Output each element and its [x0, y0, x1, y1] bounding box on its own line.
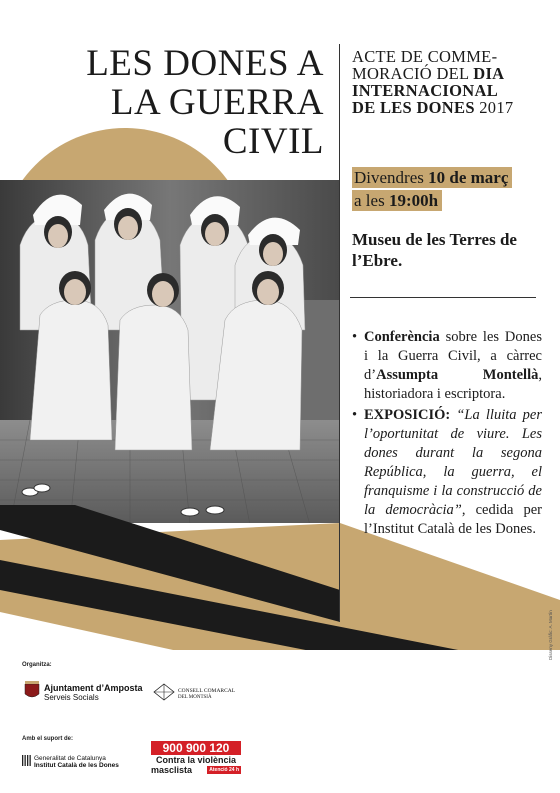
ajuntament-seal-icon — [25, 681, 39, 697]
organitza-label: Organitza: — [22, 662, 52, 668]
title-line-1: LES DONES A — [86, 43, 324, 84]
list-item-conference — [364, 328, 542, 404]
exhibition-title: “La lluita per l’oportunitat de viure. Les dones durant la segona República, la guerra, el franquisme i la construcció de la democràcia” — [364, 407, 542, 518]
historic-photo — [0, 180, 340, 525]
conference-label: Conferència — [364, 329, 440, 345]
hotline-row-2 — [151, 765, 241, 775]
activities-list — [352, 328, 542, 539]
date-row — [352, 167, 512, 188]
intro-part-2: MORACIÓ DEL — [352, 64, 474, 83]
date-day: 10 de març — [428, 168, 509, 187]
intro-part-1: ACTE DE COMME- — [352, 47, 498, 66]
hotline-text-2: masclista — [151, 765, 193, 775]
title-line-2: LA GUERRA — [110, 82, 324, 123]
generalitat-name: Generalitat de Catalunya — [34, 755, 106, 762]
list-item-exhibition — [364, 406, 542, 539]
date-prefix: Divendres — [354, 168, 429, 187]
hotline-text-1: Contra la violència — [155, 755, 237, 765]
time-prefix: a les — [354, 191, 389, 210]
intro-part-3: DIA — [473, 64, 505, 83]
footer-white-2 — [0, 650, 560, 793]
institut-name: Institut Català de les Dones — [34, 762, 119, 769]
conference-speaker: Assumpta Montellà — [376, 367, 539, 383]
intro-part-4: INTERNACIONAL — [352, 81, 499, 100]
hotline-number: 900 900 120 — [151, 741, 241, 755]
design-credit: Disseny Gràfic: A. Martín — [548, 610, 553, 660]
serveis-socials: Serveis Socials — [44, 693, 99, 702]
exhibition-text: , cedida per l’Institut Català de les Dones. — [364, 502, 542, 537]
conference-text-2: , historiadora i escriptora. — [364, 367, 542, 402]
hotline-logo — [151, 741, 241, 775]
suport-label: Amb el suport de: — [22, 736, 74, 742]
horizontal-divider — [350, 297, 536, 298]
activities — [352, 328, 542, 541]
poster-title — [86, 44, 324, 161]
hotline-badge: Atenció 24 h — [209, 767, 239, 773]
intro-part-5: DE LES DONES — [352, 98, 475, 117]
time-value: 19:00h — [388, 191, 439, 210]
consell-line-1: CONSELL COMARCAL — [178, 688, 236, 694]
event-venue: Museu de les Terres de l’Ebre. — [352, 230, 517, 270]
title-line-3: CIVIL — [222, 121, 324, 162]
conference-text-1: sobre les Dones i la Guerra Civil, a càrrec d’ — [364, 329, 542, 383]
intro-part-6: 2017 — [474, 98, 514, 117]
exhibition-label: EXPOSICIÓ: — [364, 407, 451, 423]
event-date — [352, 167, 509, 213]
consell-line-2: DEL MONTSIÀ — [178, 695, 212, 700]
vertical-divider — [339, 44, 340, 622]
ajuntament-name: Ajuntament d’Amposta — [44, 683, 143, 693]
time-row — [352, 190, 442, 211]
intro-text — [352, 48, 542, 116]
